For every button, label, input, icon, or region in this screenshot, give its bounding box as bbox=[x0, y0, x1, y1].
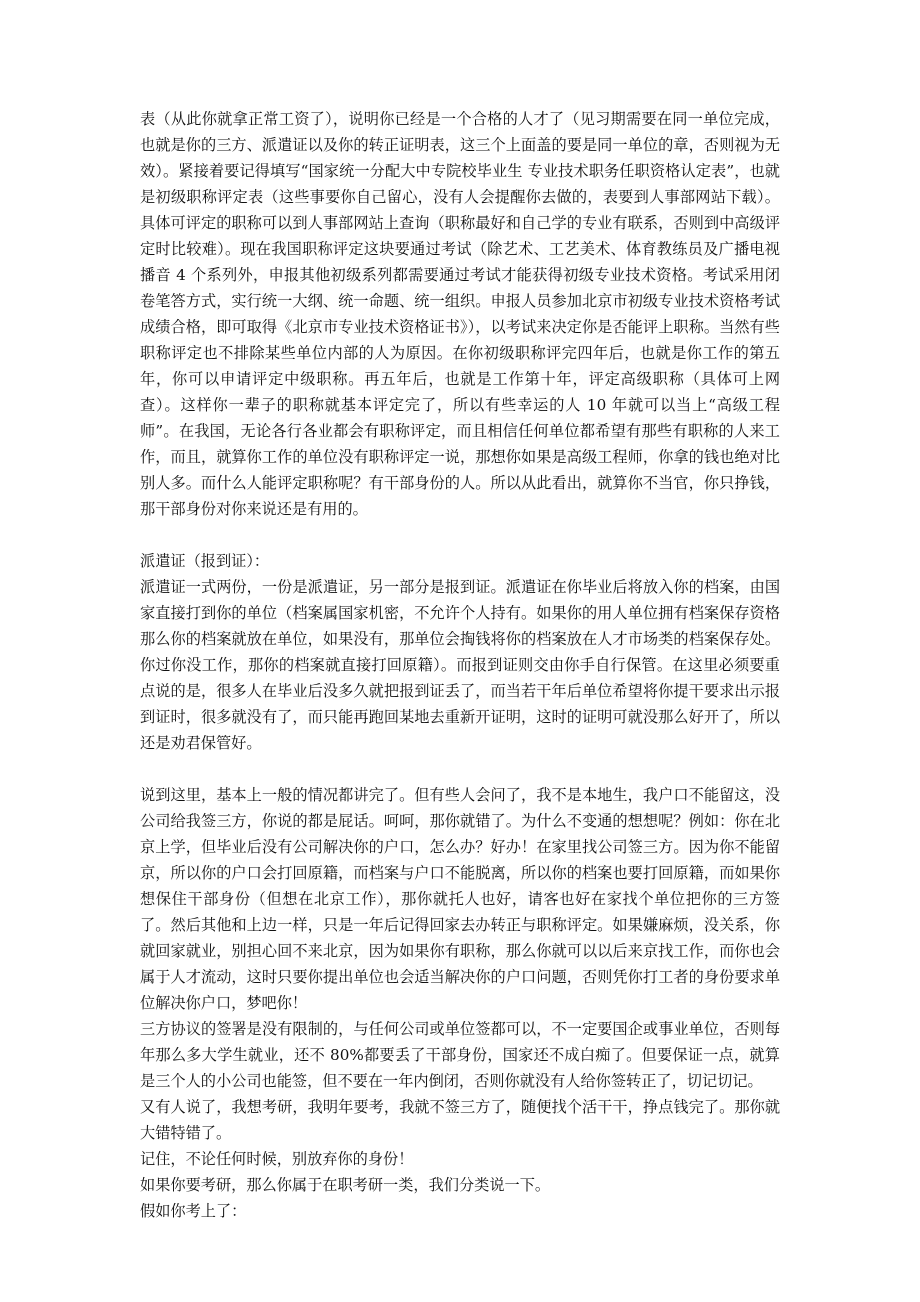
paragraph-professional-title: 表（从此你就拿正常工资了），说明你已经是一个合格的人才了（见习期需要在同一单位完成，也就是你的三方、派遣证以及你的转正证明表，这三个上面盖的要是同一单位的章，否则视为无效）。紧接着要记得填写“国家统一分配大中专院校毕业生 专业技术职务任职资格认定表”，也就是初级职称评定表（这些事要你自己留心，没有人会提醒你去做的，表要到人事部网站下载）。具体可评定的职称可以到人事部网站上查询（职称最好和自己学的专业有联系，否则到中高级评定时比较难）。现在我国职称评定这块要通过考试（除艺术、工艺美术、体育教练员及广播电视播音 4 个系列外，申报其他初级系列都需要通过考试才能获得初级专业技术资格。考试采用闭卷笔答方式，实行统一大纲、统一命题、统一组织。申报人员参加北京市初级专业技术资格考试成绩合格，即可取得《北京市专业技术资格证书》），以考试来决定你是否能评上职称。当然有些职称评定也不排除某些单位内部的人为原因。在你初级职称评完四年后，也就是你工作的第五年，你可以申请评定中级职称。再五年后，也就是工作第十年，评定高级职称（具体可上网查）。这样你一辈子的职称就基本评定完了，所以有些幸运的人 10 年就可以当上“高级工程师”。在我国，无论各行各业都会有职称评定，而且相信任何单位都希望有那些有职称的人来工作，而且，就算你工作的单位没有职称评定一说，那想你如果是高级工程师，你拿的钱也绝对比别人多。而什么人能评定职称呢？有干部身份的人。所以从此看出，就算你不当官，你只挣钱，那干部身份对你来说还是有用的。 bbox=[140, 110, 780, 518]
paragraph-graduate-exam: 又有人说了，我想考研，我明年要考，我就不签三方了，随便找个活干干，挣点钱完了。那你就大错特错了。 bbox=[140, 1098, 780, 1142]
section-heading-dispatch-certificate: 派遣证（报到证）： bbox=[140, 552, 270, 570]
paragraph-spacer bbox=[140, 756, 780, 782]
paragraph-keep-identity: 记住，不论任何时候，别放弃你的身份！ bbox=[140, 1150, 414, 1168]
paragraph-tripartite-agreement: 三方协议的签署是没有限制的，与任何公司或单位签都可以，不一定要国企或事业单位，否则每年那么多大学生就业，还不 80%都要丢了干部身份，国家还不成白痴了。但要保证一点，就算是三个人的小公司也能签，但不要在一年内倒闭，否则你就没有人给你签转正了，切记切记。 bbox=[140, 1020, 780, 1090]
paragraph-non-local-students: 说到这里，基本上一般的情况都讲完了。但有些人会问了，我不是本地生，我户口不能留这，没公司给我签三方，你说的都是屁话。呵呵，那你就错了。为什么不变通的想想呢？例如：你在北京上学，但毕业后没有公司解决你的户口，怎么办？好办！在家里找公司签三方。因为你不能留京，所以你的户口会打回原籍，而档案与户口不能脱离，所以你的档案也要打回原籍，而如果你想保住干部身份（但想在北京工作），那你就托人也好，请客也好在家找个单位把你的三方签了。然后其他和上边一样，只是一年后记得回家去办转正与职称评定。如果嫌麻烦，没关系，你就回家就业，别担心回不来北京，因为如果你有职称，那么你就可以以后来京找工作，而你也会属于人才流动，这时只要你提出单位也会适当解决你的户口问题，否则凭你打工者的身份要求单位解决你户口，梦吧你！ bbox=[140, 786, 780, 1012]
document-body bbox=[140, 106, 780, 1224]
paragraph-if-admitted: 假如你考上了： bbox=[140, 1202, 247, 1220]
paragraph-dispatch-certificate: 派遣证一式两份，一份是派遣证，另一部分是报到证。派遣证在你毕业后将放入你的档案，由国家直接打到你的单位（档案属国家机密，不允许个人持有。如果你的用人单位拥有档案保存资格那么你的档案就放在单位，如果没有，那单位会掏钱将你的档案放在人才市场类的档案保存处。你过你没工作，那你的档案就直接打回原籍）。而报到证则交由你手自行保管。在这里必须要重点说的是，很多人在毕业后没多久就把报到证丢了，而当若干年后单位希望将你提干要求出示报到证时，很多就没有了，而只能再跑回某地去重新开证明，这时的证明可就没那么好开了，所以还是劝君保管好。 bbox=[140, 578, 780, 752]
paragraph-spacer bbox=[140, 522, 780, 548]
paragraph-in-service-exam: 如果你要考研，那么你属于在职考研一类，我们分类说一下。 bbox=[140, 1176, 551, 1194]
